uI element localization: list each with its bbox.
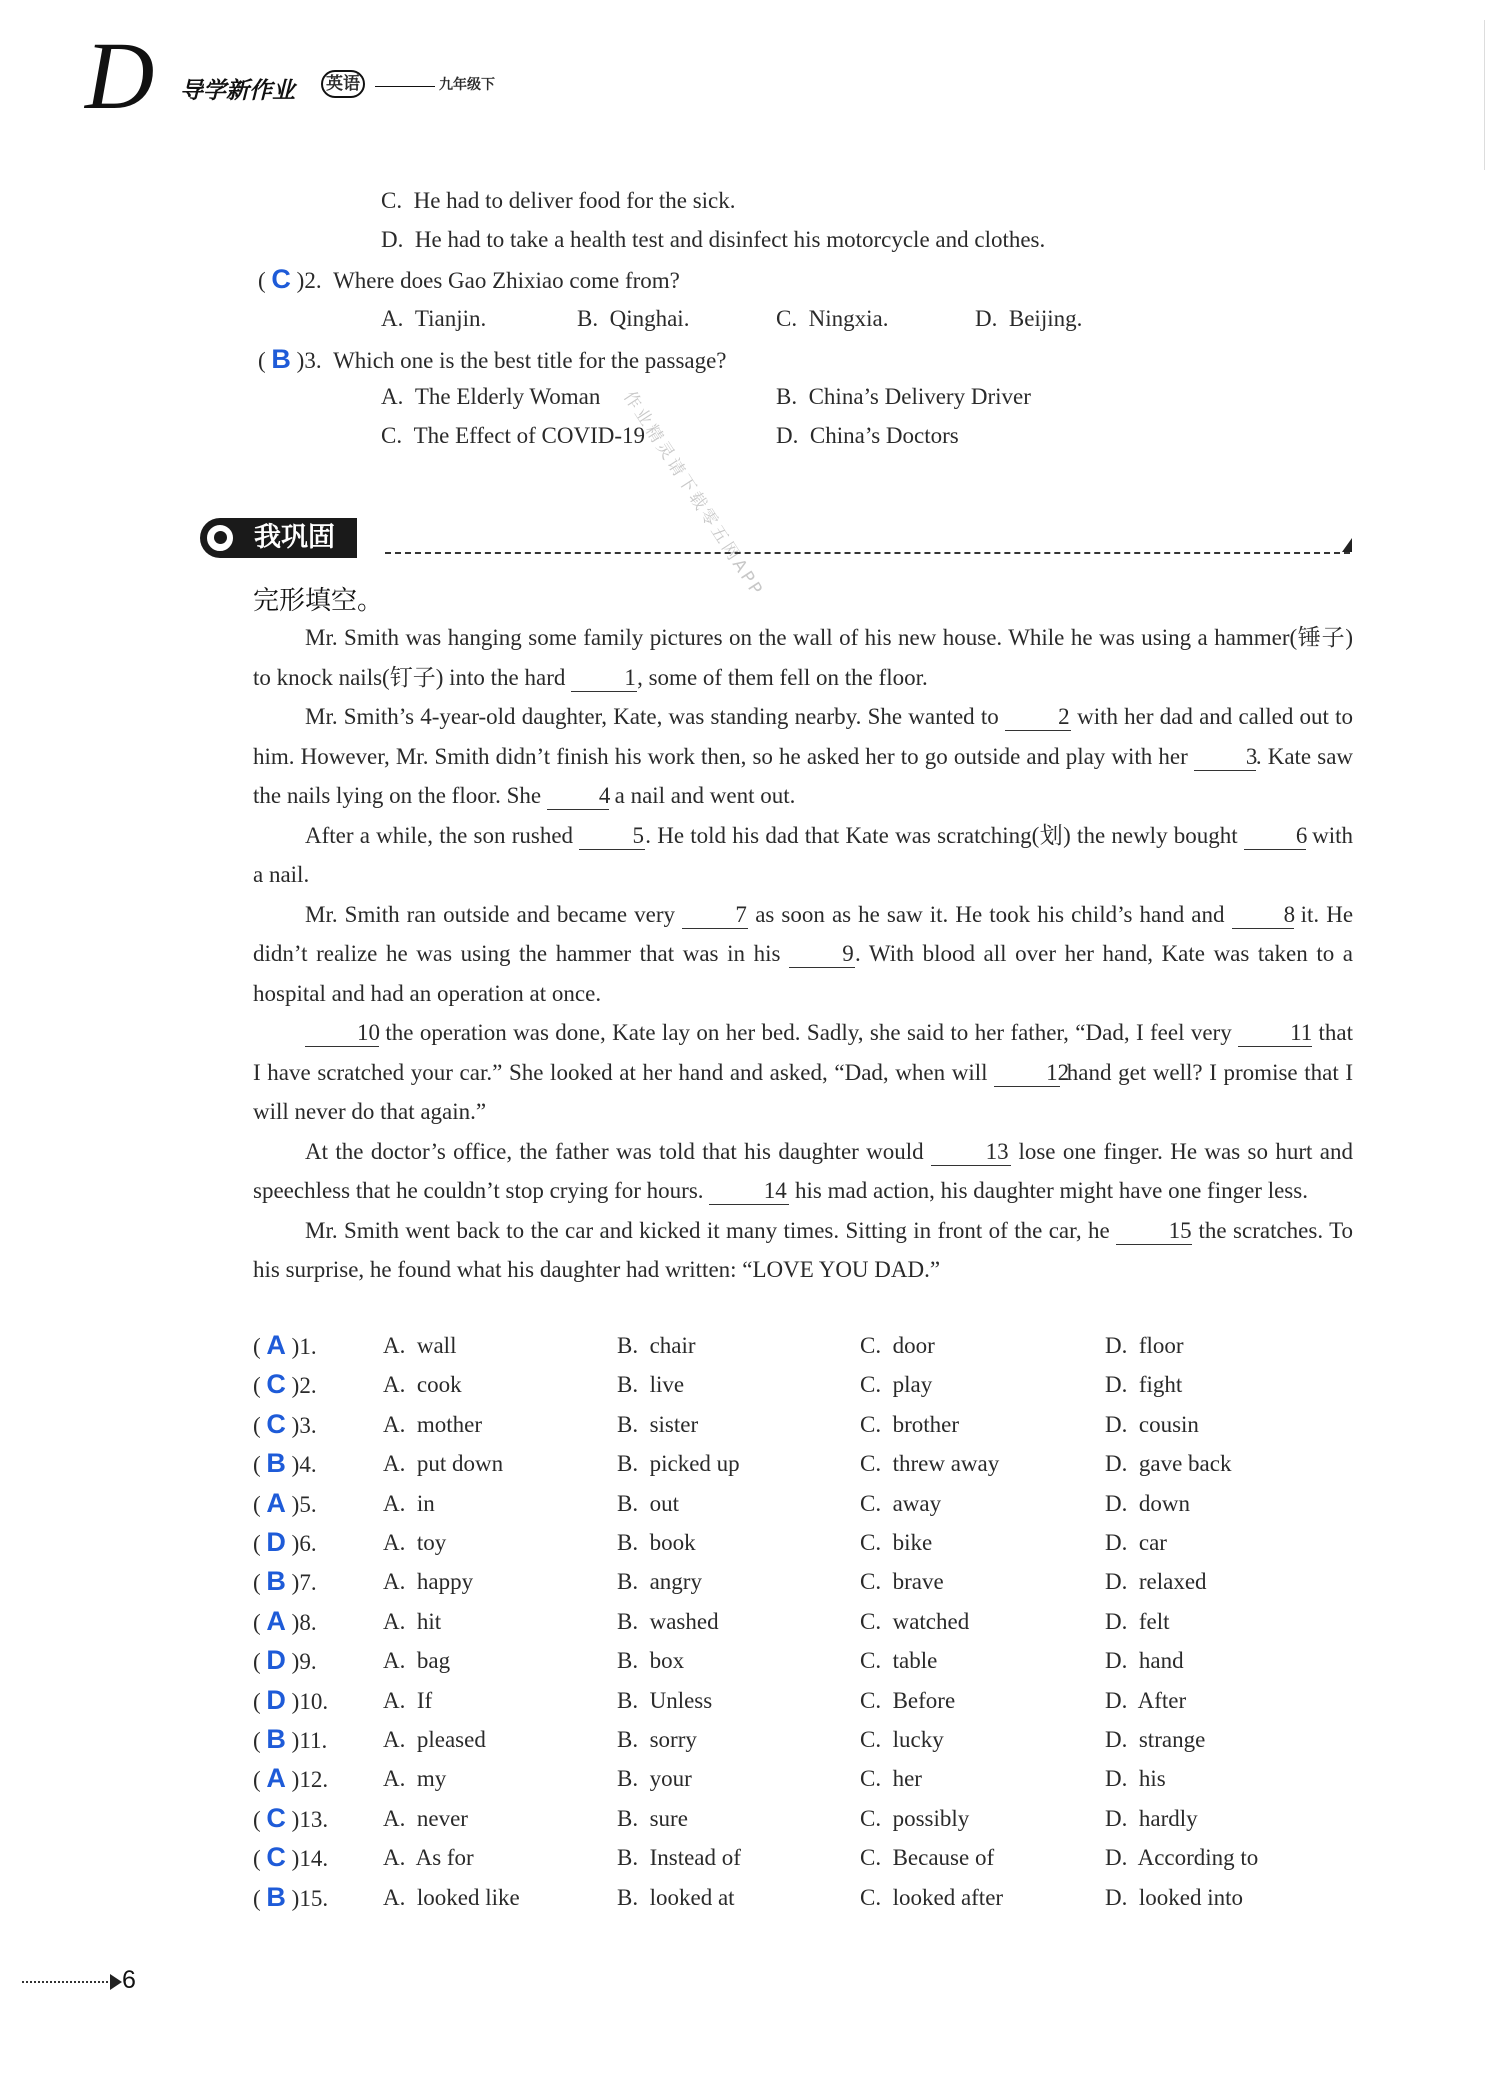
passage-paragraph: 10 the operation was done, Kate lay on her bed. Sadly, she said to her father, “Dad, I feel very 11 that I have scratched your car.” She looked at her hand and asked, “Dad, when will 12 hand get well? I promise that I will never do that again.” — [253, 1020, 1354, 1124]
blank: 10 — [305, 1020, 379, 1047]
cloze-question-row: ( C )13. — [253, 1802, 329, 1833]
option: A. pleased — [383, 1727, 486, 1752]
blank: 15 — [1116, 1218, 1192, 1245]
blank: 2 — [1005, 704, 1071, 731]
question-number: )5. — [291, 1491, 317, 1517]
prev-q3-option: C. The Effect of COVID-19 — [381, 423, 646, 448]
option: C. table — [860, 1648, 938, 1674]
answer-mark: A — [266, 1487, 286, 1518]
option: C. away — [860, 1490, 942, 1516]
option: A. happy — [383, 1569, 474, 1595]
prev-q2-option: A. Tianjin. — [381, 306, 487, 331]
option: D. down — [1105, 1490, 1190, 1516]
cloze-question-row: ( A )8. — [253, 1605, 317, 1636]
option: A. in — [383, 1490, 435, 1516]
prev-q2-option: C. Ningxia. — [776, 306, 889, 331]
option: A. As for — [383, 1845, 474, 1871]
answer-mark: D — [266, 1527, 286, 1557]
cloze-passage — [253, 618, 1353, 1290]
option: D. his — [1105, 1766, 1166, 1792]
cloze-question-row: ( B )4. — [253, 1448, 317, 1479]
option: C. bike — [860, 1530, 933, 1555]
option: B. Unless — [617, 1687, 713, 1713]
blank: 5 — [579, 823, 645, 850]
question-number: )1. — [291, 1334, 317, 1359]
option: C. play — [860, 1372, 933, 1398]
cloze-question-row: ( A )1. — [253, 1330, 317, 1360]
blank: 13 — [931, 1139, 1011, 1166]
option: B. picked up — [617, 1451, 740, 1477]
question-number: )13. — [291, 1806, 329, 1832]
option: B. looked at — [617, 1884, 735, 1910]
blank: 3 — [1194, 744, 1256, 771]
option: C. watched — [860, 1608, 970, 1634]
prev-q2-option: D. Beijing. — [975, 306, 1083, 331]
answer-mark: A — [266, 1605, 286, 1636]
option: C. possibly — [860, 1805, 970, 1831]
option: B. live — [617, 1372, 685, 1398]
answer-mark: C — [271, 264, 291, 294]
blank: 1 — [571, 665, 637, 692]
blank: 8 — [1232, 902, 1294, 929]
answer-mark: B — [266, 1724, 286, 1754]
passage-paragraph: Mr. Smith went back to the car and kicked it many times. Sitting in front of the car, he 15 the scratches. To his surprise, he found what his daughter had written: “LOVE YOU DAD.” — [253, 1217, 1354, 1282]
cloze-question-row: ( D )6. — [253, 1527, 317, 1557]
option: C. Before — [860, 1687, 956, 1713]
cloze-question-row: ( A )5. — [253, 1487, 317, 1518]
option: A. looked like — [383, 1884, 520, 1910]
prev-q2-option: B. Qinghai. — [577, 306, 690, 331]
footer-arrow-line — [22, 1981, 112, 1983]
right-margin-line — [1484, 20, 1485, 170]
prev-q3-option: D. China’s Doctors — [776, 423, 959, 448]
answer-mark: C — [266, 1842, 286, 1873]
question-number: )15. — [291, 1885, 329, 1911]
blank: 6 — [1244, 823, 1306, 850]
cloze-question-row: ( B )7. — [253, 1566, 317, 1597]
cloze-question-row: ( A )12. — [253, 1763, 329, 1794]
option: D. looked into — [1105, 1884, 1243, 1910]
option: C. brave — [860, 1569, 944, 1595]
option: D. relaxed — [1105, 1569, 1207, 1595]
option: B. book — [617, 1530, 696, 1555]
blank: 11 — [1238, 1020, 1312, 1047]
answer-mark: D — [266, 1684, 286, 1715]
question-number: )14. — [291, 1846, 329, 1872]
option: B. sorry — [617, 1727, 697, 1752]
prev-q3-option: A. The Elderly Woman — [381, 384, 601, 409]
blank: 4 — [547, 783, 609, 810]
question-number: )3. — [291, 1412, 317, 1438]
option: A. mother — [383, 1411, 483, 1437]
subject-badge: 英语 — [321, 70, 365, 98]
answer-mark: C — [266, 1408, 286, 1439]
option: D. After — [1105, 1687, 1187, 1713]
passage-paragraph: After a while, the son rushed 5. He told his dad that Kate was scratching(划) the newly bought 6 with a nail. — [253, 822, 1354, 887]
page-number: 6 — [122, 1966, 136, 1994]
prev-question-2: ( C )2. Where does Gao Zhixiao come from? — [258, 264, 680, 294]
answer-mark: B — [266, 1566, 286, 1597]
blank: 7 — [682, 902, 748, 929]
blank: 9 — [789, 941, 855, 968]
passage-paragraph: Mr. Smith was hanging some family pictures on the wall of his new house. While he was using a hammer(锤子) to knock nails(钉子) into the hard 1, some of them fell on the floor. — [253, 625, 1353, 690]
section-divider — [385, 552, 1350, 554]
option: C. looked after — [860, 1884, 1004, 1910]
prev-q3-option: B. China’s Delivery Driver — [776, 384, 1031, 409]
blank: 14 — [709, 1178, 789, 1205]
option: B. washed — [617, 1608, 719, 1634]
answer-mark: A — [266, 1763, 286, 1794]
cloze-question-row: ( D )10. — [253, 1684, 329, 1715]
passage-paragraph: Mr. Smith ran outside and became very 7 as soon as he saw it. He took his child’s hand and 8 it. He didn’t realize he was using the hammer that was in his 9. With blood all over her hand, Kate was taken to a hospital and had an operation at once. — [253, 901, 1354, 1006]
header — [85, 22, 515, 130]
option: A. toy — [383, 1530, 447, 1555]
option: C. brother — [860, 1411, 960, 1437]
cloze-question-row: ( C )14. — [253, 1842, 329, 1873]
answer-mark: B — [266, 1448, 286, 1479]
option: D. hardly — [1105, 1805, 1198, 1831]
answer-mark: D — [266, 1645, 286, 1676]
option: D. gave back — [1105, 1451, 1232, 1477]
passage-paragraph: At the doctor’s office, the father was told that his daughter would 13 lose one finger. He was so hurt and speechless that he couldn’t stop crying for hours. 14 his mad action, his daughter might have one finger less. — [253, 1138, 1353, 1203]
cloze-question-row: ( D )9. — [253, 1645, 317, 1676]
option: B. out — [617, 1490, 679, 1516]
question-number: )10. — [291, 1688, 329, 1714]
prev-question-3: ( B )3. Which one is the best title for the passage? — [258, 344, 727, 374]
prev-option-d: D. He had to take a health test and disinfect his motorcycle and clothes. — [381, 227, 1046, 252]
cloze-question-row: ( B )11. — [253, 1724, 328, 1754]
question-number: )4. — [291, 1452, 317, 1478]
watermark: 作业精灵请下载零五网APP — [619, 387, 768, 601]
option: D. car — [1105, 1530, 1167, 1555]
option: C. her — [860, 1766, 922, 1792]
option: B. chair — [617, 1333, 696, 1358]
option: D. felt — [1105, 1608, 1170, 1634]
divider-end-mark — [1342, 538, 1352, 552]
option: D. hand — [1105, 1648, 1184, 1674]
question-number: )7. — [291, 1570, 317, 1596]
option: D. According to — [1105, 1845, 1259, 1871]
header-rule — [375, 86, 435, 87]
option: A. If — [383, 1687, 433, 1713]
option: D. fight — [1105, 1372, 1183, 1398]
question-number: )6. — [291, 1531, 317, 1556]
option: B. box — [617, 1648, 685, 1674]
option: A. wall — [383, 1333, 457, 1358]
cloze-question-row: ( B )15. — [253, 1881, 329, 1912]
option: D. cousin — [1105, 1411, 1199, 1437]
option: A. never — [383, 1805, 468, 1831]
answer-mark: A — [266, 1330, 286, 1360]
option: C. threw away — [860, 1451, 1000, 1477]
option: C. door — [860, 1333, 935, 1358]
question-number: )11. — [291, 1728, 328, 1753]
option: B. Instead of — [617, 1845, 741, 1871]
option: A. my — [383, 1766, 447, 1792]
answer-mark: C — [266, 1802, 286, 1833]
cloze-question-row: ( C )3. — [253, 1408, 317, 1439]
option: B. angry — [617, 1569, 702, 1595]
option: A. cook — [383, 1372, 462, 1398]
grade-label: 九年级下 — [439, 77, 495, 93]
option: B. your — [617, 1766, 692, 1792]
option: A. bag — [383, 1648, 451, 1674]
answer-mark: B — [271, 344, 291, 374]
answer-mark: C — [266, 1369, 286, 1400]
logo-letter: D — [85, 22, 155, 129]
option: D. strange — [1105, 1727, 1206, 1752]
passage-paragraph: Mr. Smith’s 4-year-old daughter, Kate, was standing nearby. She wanted to 2 with her dad and called out to him. However, Mr. Smith didn’t finish his work then, so he asked her to go outside and play with her 3. Kate saw the nails lying on the floor. She 4 a nail and went out. — [253, 704, 1354, 808]
answer-mark: B — [266, 1881, 286, 1912]
arrow-right-icon — [110, 1974, 122, 1990]
option: B. sure — [617, 1805, 688, 1831]
section-icon — [205, 523, 235, 553]
option: A. put down — [383, 1451, 504, 1477]
book-title: 导学新作业 — [180, 78, 295, 104]
option: C. Because of — [860, 1845, 995, 1871]
cloze-question-row: ( C )2. — [253, 1369, 317, 1400]
option: C. lucky — [860, 1727, 944, 1752]
section-instruction: 完形填空。 — [253, 586, 384, 616]
question-number: )9. — [291, 1649, 317, 1675]
blank: 12 — [994, 1060, 1060, 1087]
prev-option-c: C. He had to deliver food for the sick. — [381, 188, 736, 213]
question-number: )12. — [291, 1767, 329, 1793]
option: D. floor — [1105, 1333, 1184, 1358]
option: A. hit — [383, 1608, 442, 1634]
section-badge: 我巩固 — [200, 518, 357, 558]
question-number: )8. — [291, 1609, 317, 1635]
question-number: )2. — [291, 1373, 317, 1399]
option: B. sister — [617, 1411, 699, 1437]
